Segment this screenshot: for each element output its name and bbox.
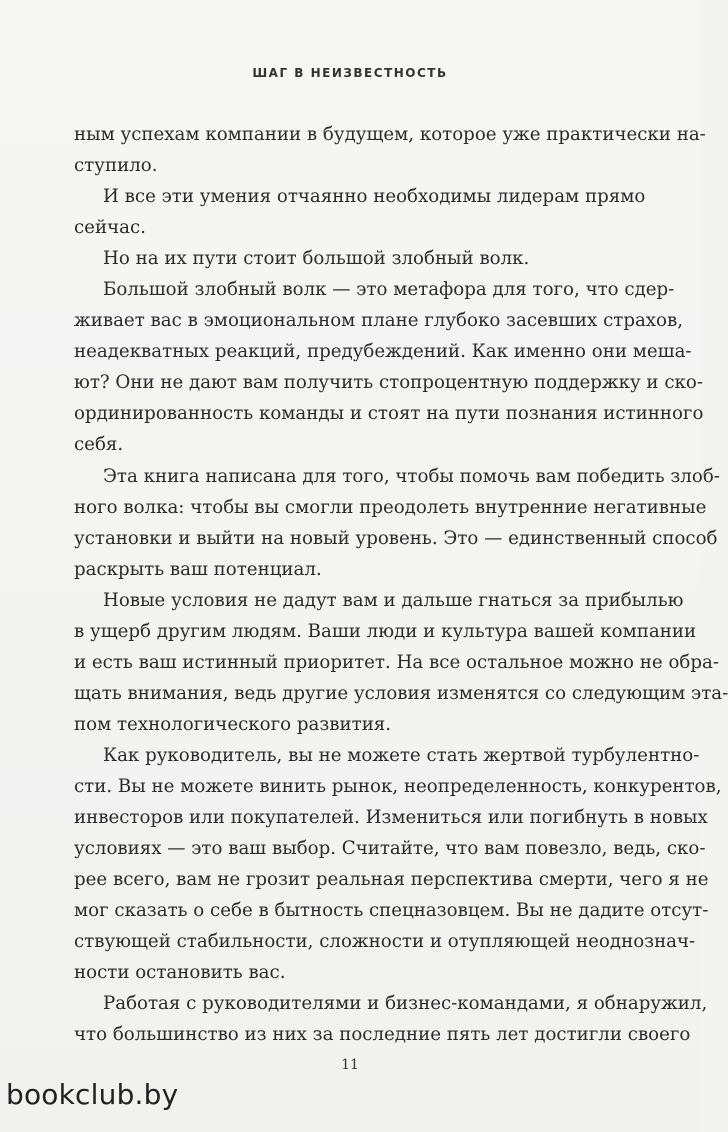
text-line: живает вас в эмоциональном плане глубоко засевших страхов,: [74, 310, 684, 332]
body-text: [74, 119, 728, 1050]
text-line: И все эти умения отчаянно необходимы лидерам прямо: [103, 186, 646, 208]
text-line: Большой злобный волк — это метафора для того, что сдер-: [103, 279, 675, 301]
page-number: 11: [341, 1057, 359, 1073]
text-line: и есть ваш истинный приоритет. На все остальное можно не обра-: [74, 651, 719, 673]
text-line: сти. Вы не можете винить рынок, неопределенность, конкурентов,: [74, 775, 722, 797]
text-line: ют? Они не дают вам получить стопроцентную поддержку и ско-: [74, 372, 703, 394]
text-line: ного волка: чтобы вы смогли преодолеть внутренние негативные: [74, 496, 707, 518]
text-line: установки и выйти на новый уровень. Это — единственный способ: [74, 527, 718, 549]
text-line: инвесторов или покупателей. Измениться или погибнуть в новых: [74, 807, 708, 829]
text-line: раскрыть ваш потенциал.: [74, 558, 322, 580]
text-line: ступило.: [74, 155, 158, 177]
watermark-text: bookclub.by: [6, 1078, 179, 1111]
text-line: в ущерб другим людям. Ваши люди и культура вашей компании: [74, 620, 697, 642]
text-line: Работая с руководителями и бизнес-командами, я обнаружил,: [103, 993, 708, 1015]
text-line: Как руководитель, вы не можете стать жертвой турбулентно-: [103, 744, 700, 766]
text-line: ординированность команды и стоят на пути познания истинного: [74, 403, 704, 425]
text-line: Новые условия не дадут вам и дальше гнаться за прибылью: [103, 589, 684, 611]
text-line: Но на их пути стоит большой злобный волк.: [103, 248, 530, 270]
text-line: пом технологического развития.: [74, 713, 392, 735]
text-line: что большинство из них за последние пять лет достигли своего: [74, 1024, 691, 1046]
text-line: щать внимания, ведь другие условия изменятся со следующим эта-: [74, 682, 728, 704]
text-line: условиях — это ваш выбор. Считайте, что вам повезло, ведь, ско-: [74, 838, 706, 860]
text-line: ным успехам компании в будущем, которое уже практически на-: [74, 124, 706, 145]
text-line: сейчас.: [74, 217, 146, 239]
text-line: ствующей стабильности, сложности и отупляющей неоднознач-: [74, 931, 696, 953]
text-line: Эта книга написана для того, чтобы помочь вам победить злоб-: [103, 465, 720, 487]
text-line: неадекватных реакций, предубеждений. Как именно они меша-: [74, 341, 692, 363]
text-line: мог сказать о себе в бытность спецназовцем. Вы не дадите отсут-: [74, 900, 709, 922]
text-line: ности остановить вас.: [74, 962, 286, 984]
running-head: ШАГ В НЕИЗВЕСТНОСТЬ: [252, 66, 448, 80]
text-line: себя.: [74, 434, 124, 456]
text-line: рее всего, вам не грозит реальная перспектива смерти, чего я не: [74, 869, 709, 891]
